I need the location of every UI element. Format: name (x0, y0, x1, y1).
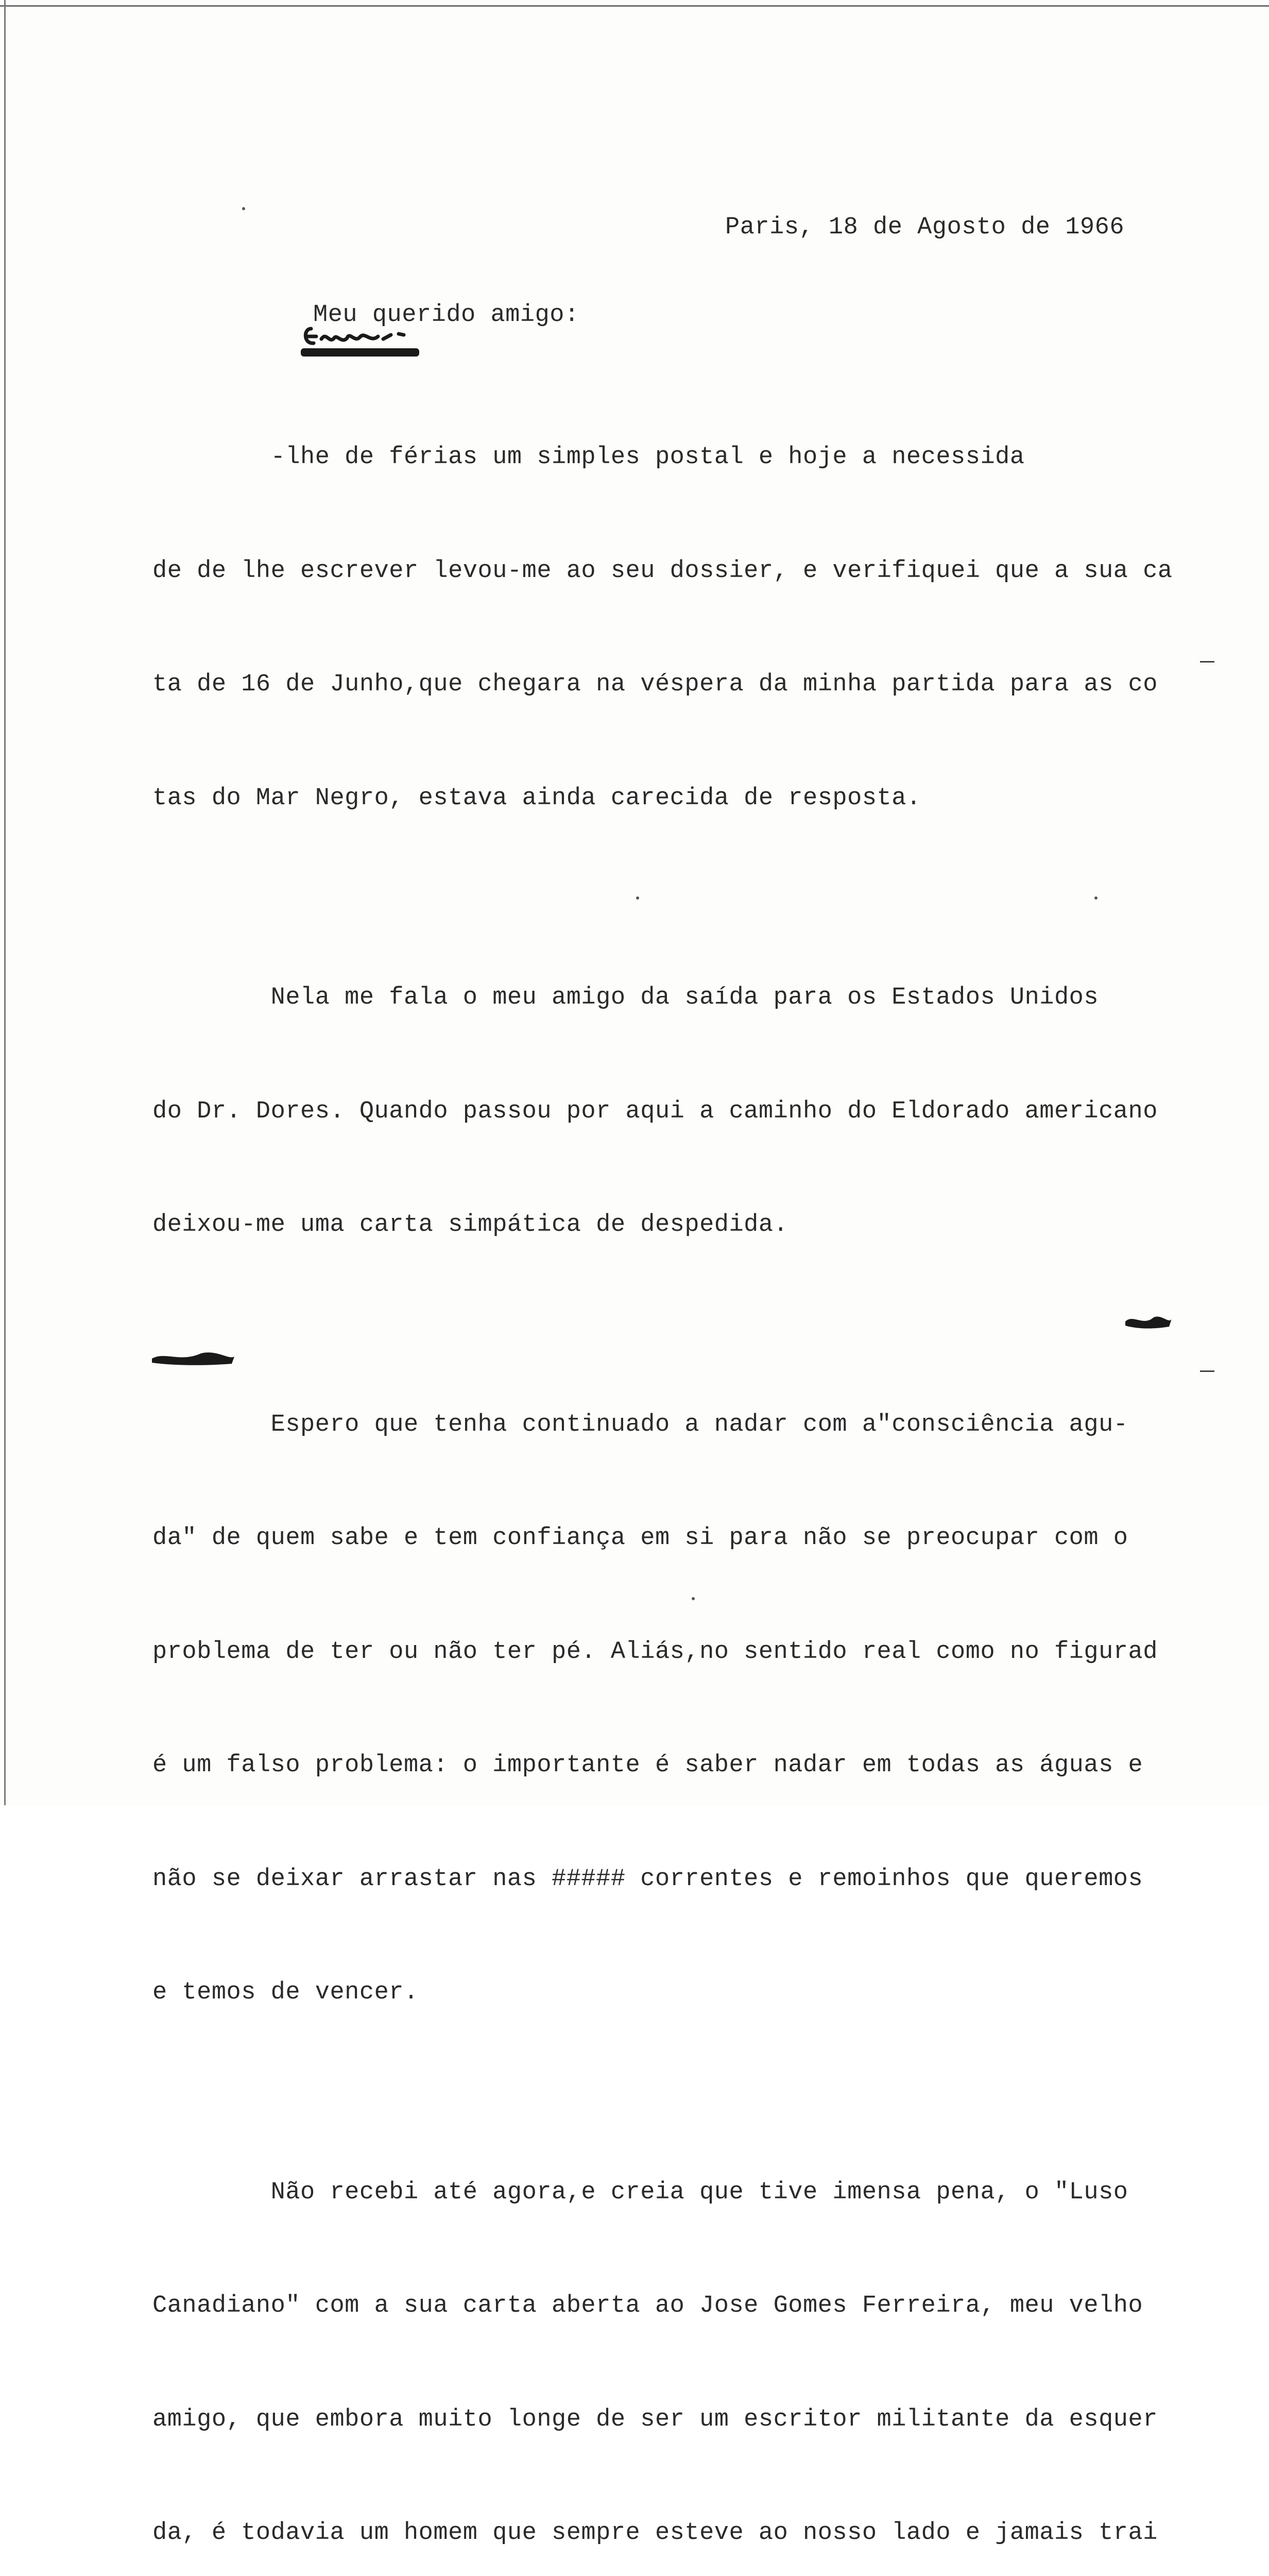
paper-speck (636, 896, 639, 900)
body-line: e temos de vencer. (152, 1979, 419, 2006)
body-line: ta de 16 de Junho,que chegara na véspera da minha partida para as co (152, 671, 1158, 698)
paper-speck (692, 1597, 695, 1600)
ink-blot-redaction (1123, 1311, 1174, 1332)
body-line: de de lhe escrever levou-me ao seu dossier, e verifiquei que a sua ca (152, 557, 1173, 585)
body-line: do Dr. Dores. Quando passou por aqui a caminho do Eldorado americano (152, 1097, 1158, 1125)
letter-salutation: Meu querido amigo: (313, 301, 579, 329)
body-line: deixou-me uma carta simpática de despedida. (152, 1211, 788, 1239)
page-top-edge (0, 5, 1269, 7)
body-line: não se deixar arrastar nas ##### correntes e remoinhos que queremos (152, 1865, 1143, 1893)
paper-speck (1094, 896, 1097, 900)
page-left-edge (4, 0, 6, 1805)
margin-mark (1200, 661, 1214, 663)
body-line: da, é todavia um homem que sempre esteve ao nosso lado e jamais trai (152, 2519, 1158, 2547)
body-line: -lhe de férias um simples postal e hoje a necessida (152, 444, 1025, 471)
paper-speck (242, 207, 245, 210)
ink-blot-redaction (149, 1347, 237, 1368)
letter-body (152, 363, 1260, 2576)
body-line: Canadiano" com a sua carta aberta ao Jose Gomes Ferreira, meu velho (152, 2292, 1143, 2319)
body-line: Espero que tenha continuado a nadar com a"consciência agu- (152, 1411, 1128, 1438)
body-line: amigo, que embora muito longe de ser um escritor militante da esquer (152, 2405, 1158, 2433)
body-line: da" de quem sabe e tem confiança em si para não se preocupar com o (152, 1524, 1128, 1552)
letter-date: Paris, 18 de Agosto de 1966 (725, 214, 1125, 241)
handwritten-correction (301, 324, 430, 360)
body-line: Não recebi até agora,e creia que tive imensa pena, o "Luso (152, 2178, 1128, 2206)
body-line: tas do Mar Negro, estava ainda carecida de resposta. (152, 784, 921, 812)
body-line: Nela me fala o meu amigo da saída para os Estados Unidos (152, 984, 1099, 1011)
body-line: é um falso problema: o importante é saber nadar em todas as águas e (152, 1752, 1143, 1779)
body-line: problema de ter ou não ter pé. Aliás,no sentido real como no figurad (152, 1638, 1158, 1666)
margin-mark (1200, 1370, 1214, 1372)
